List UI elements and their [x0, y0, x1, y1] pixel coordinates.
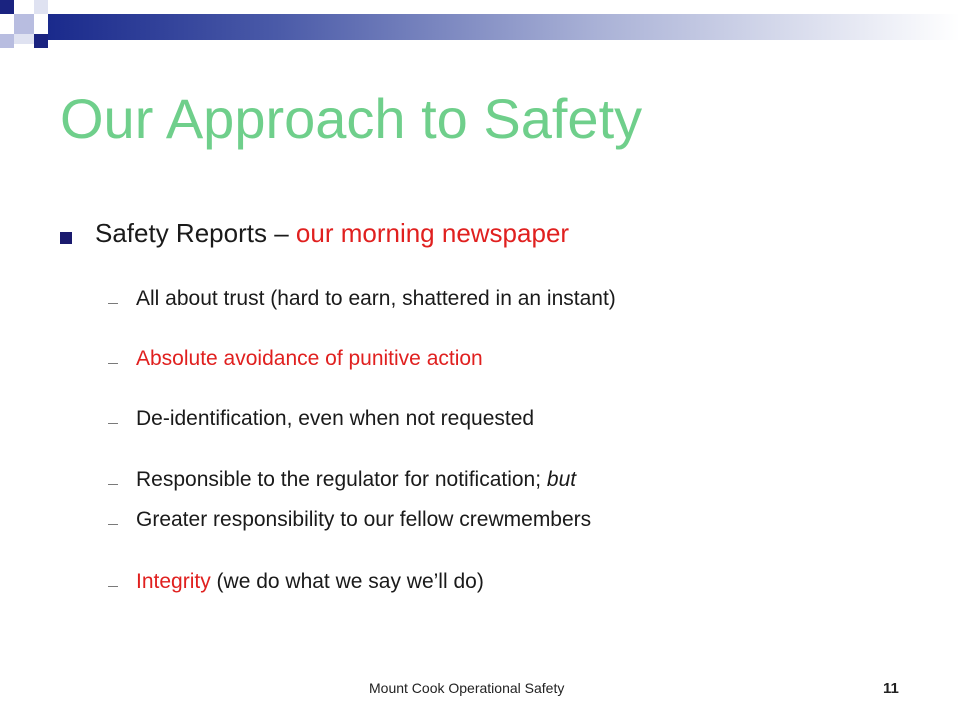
- footer-title: Mount Cook Operational Safety: [369, 680, 565, 696]
- square-bullet-icon: [60, 232, 72, 244]
- dash-bullet-icon: [108, 423, 118, 424]
- sub-bullet-italic: but: [546, 468, 577, 491]
- header-square-pale: [34, 0, 48, 14]
- dash-bullet-icon: [108, 586, 118, 587]
- header-square-lavender: [14, 14, 34, 34]
- sub-bullet-text: All about trust (hard to earn, shattered in an instant): [136, 287, 616, 310]
- dash-bullet-icon: [108, 303, 118, 304]
- header-gradient-bar: [48, 14, 960, 40]
- header-square-lavender: [0, 34, 14, 48]
- main-bullet-label: Safety Reports: [95, 218, 267, 248]
- sub-bullet-text: [136, 468, 576, 492]
- page-number: 11: [883, 680, 899, 697]
- header-square-navy: [0, 0, 14, 14]
- dash-bullet-icon: [108, 484, 118, 485]
- sub-bullet-plain: (we do what we say we’ll do): [210, 570, 484, 593]
- sub-bullet-text: Greater responsibility to our fellow crewmembers: [136, 508, 592, 531]
- dash-bullet-icon: [108, 363, 118, 364]
- sub-bullet-text: De-identification, even when not requested: [136, 407, 535, 430]
- main-bullet-text: [95, 218, 569, 249]
- sub-bullet-text: Absolute avoidance of punitive action: [136, 347, 483, 370]
- slide-title: Our Approach to Safety: [60, 87, 643, 150]
- sub-bullet-text: [136, 570, 484, 594]
- sub-bullet-highlight: Integrity: [136, 570, 211, 593]
- header-square-navy: [34, 34, 48, 48]
- sub-bullet-plain: Responsible to the regulator for notification;: [136, 468, 547, 491]
- main-bullet-highlight: our morning newspaper: [295, 218, 570, 248]
- dash-bullet-icon: [108, 524, 118, 525]
- main-bullet-separator: –: [266, 218, 296, 248]
- header-square-pale: [14, 34, 34, 44]
